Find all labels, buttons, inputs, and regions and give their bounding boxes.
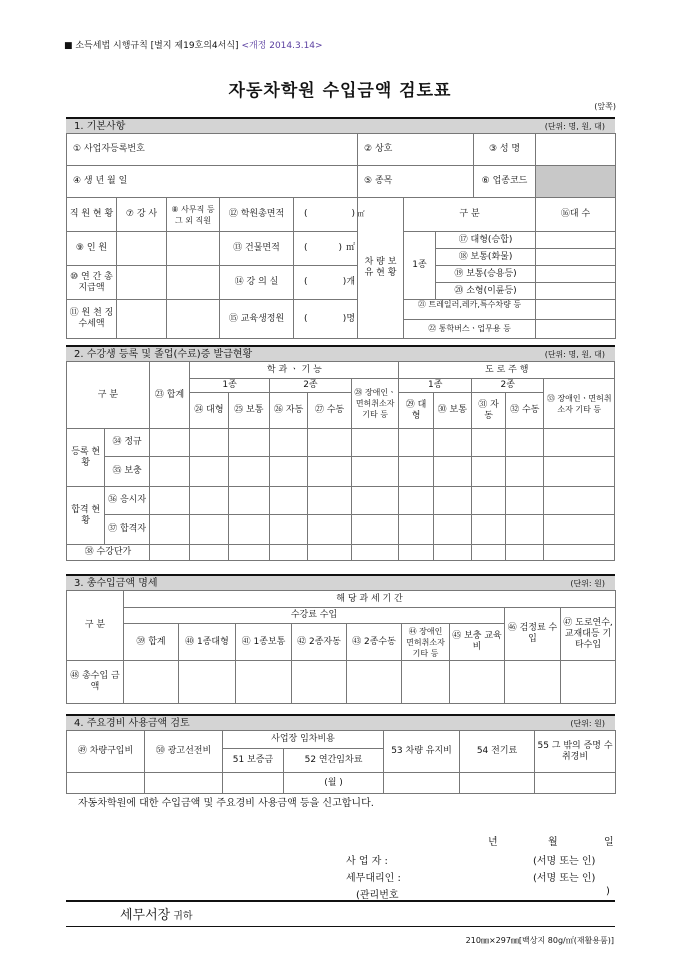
c48-label: ㊽ 총수입 금 액 — [67, 661, 124, 704]
c50-header: ㊿ 광고선전비 — [145, 731, 223, 773]
headcount-label: ⑨ 인 원 — [67, 232, 117, 266]
cell[interactable] — [351, 545, 399, 561]
c49-header: ㊾ 차량구입비 — [67, 731, 145, 773]
cell[interactable] — [506, 487, 544, 515]
cell[interactable] — [399, 429, 433, 457]
class2-types — [436, 266, 536, 300]
v17-count[interactable] — [536, 232, 615, 249]
training-capacity-label: ⑮ 교육생정원 — [220, 300, 294, 339]
cell[interactable] — [308, 545, 352, 561]
cell[interactable] — [190, 457, 228, 487]
section-1-unit: (단위: 명, 원, 대) — [544, 122, 605, 131]
headcount-office[interactable] — [167, 232, 220, 266]
r35-label: ㉟ 보충 — [105, 457, 150, 487]
name-value[interactable] — [536, 134, 616, 166]
cell[interactable] — [190, 429, 228, 457]
unit-person: 명 — [346, 313, 356, 324]
c53-header: 53 차량 유지비 — [384, 731, 460, 773]
section-3-unit: (단위: 원) — [570, 579, 605, 588]
table-row — [67, 487, 615, 515]
c55-header: 55 그 밖의 증명 수취경비 — [535, 731, 616, 773]
c31-header: ㉛ 자동 — [471, 393, 505, 429]
cell[interactable] — [402, 661, 450, 704]
legal-reference — [64, 38, 323, 51]
birth-field[interactable]: ④ 생 년 월 일 — [67, 166, 358, 198]
table-row — [67, 457, 615, 487]
vehicle-holdings-label: 차 량 보 유 현 황 — [358, 198, 404, 339]
c24-header: ㉔ 대형 — [190, 393, 228, 429]
c25-header: ㉕ 보통 — [228, 393, 269, 429]
cell[interactable] — [270, 515, 308, 545]
day-label: 일 — [604, 837, 614, 848]
table-row — [67, 545, 615, 561]
industry-code-label: ⑥ 업종코드 — [474, 166, 536, 198]
building-area-label: ⑬ 건물면적 — [220, 232, 294, 266]
mgmt-no-close: ) — [606, 886, 610, 897]
section-2-unit: (단위: 명, 원, 대) — [544, 350, 605, 359]
road-class2: 2종 — [471, 379, 544, 393]
withholding-office[interactable] — [167, 300, 220, 339]
agent-signature[interactable]: (서명 또는 인) — [533, 873, 596, 884]
cell[interactable] — [190, 515, 228, 545]
recipient-honorific: 귀하 — [173, 911, 193, 922]
special-counts[interactable] — [536, 300, 616, 339]
c40-header: ㊵ 1종대형 — [179, 624, 236, 661]
cell[interactable] — [544, 429, 615, 457]
cell[interactable] — [506, 515, 544, 545]
section-1-header — [66, 117, 615, 133]
cell[interactable] — [433, 487, 471, 515]
cell[interactable] — [384, 773, 460, 794]
v19-label: ⑲ 보통(승용등) — [436, 266, 535, 283]
pass-label: 합격 현황 — [67, 487, 105, 545]
table-row — [67, 429, 615, 457]
section-2-header — [66, 345, 615, 361]
close-paren: ) — [351, 209, 356, 219]
cell[interactable] — [535, 773, 616, 794]
table-row — [67, 515, 615, 545]
annual-pay-office[interactable] — [167, 266, 220, 300]
course-class1: 1종 — [190, 379, 270, 393]
cell[interactable] — [223, 773, 284, 794]
c27-header: ㉗ 수동 — [308, 393, 352, 429]
cell[interactable] — [544, 457, 615, 487]
expense-table — [66, 730, 616, 794]
cell[interactable] — [471, 515, 505, 545]
cell[interactable] — [471, 545, 505, 561]
cell[interactable] — [190, 487, 228, 515]
cell[interactable] — [399, 457, 433, 487]
cell[interactable] — [471, 487, 505, 515]
recipient-office: 세무서장 — [120, 908, 171, 923]
r34-label: ㉞ 정규 — [105, 429, 150, 457]
annual-pay-label: ⑩ 연 간 총지급액 — [67, 266, 117, 300]
section-4-unit: (단위: 원) — [570, 719, 605, 728]
road-header: 도 로 주 행 — [399, 362, 615, 379]
s2-total-header: ㉓ 합계 — [149, 362, 189, 429]
v19-count[interactable] — [536, 266, 615, 283]
c29-header: ㉙ 대형 — [399, 393, 433, 429]
table-row — [67, 773, 616, 794]
unit-ea: 개 — [346, 277, 356, 287]
c26-header: ㉖ 자동 — [270, 393, 308, 429]
cell[interactable] — [561, 661, 616, 704]
class1-counts[interactable] — [536, 232, 616, 266]
cell[interactable] — [308, 457, 352, 487]
c41-header: ㊶ 1종보통 — [236, 624, 292, 661]
cell[interactable] — [149, 515, 189, 545]
withholding-label: ⑪ 원 천 징수세액 — [67, 300, 117, 339]
v22-label: ㉒ 통학버스ㆍ업무용 등 — [428, 324, 511, 333]
r36-label: ㊱ 응시자 — [105, 487, 150, 515]
cell[interactable] — [228, 487, 269, 515]
withholding-instructor[interactable] — [117, 300, 167, 339]
cell[interactable] — [149, 429, 189, 457]
unit-m2: ㎡ — [346, 243, 356, 253]
area-value[interactable] — [294, 198, 365, 232]
lecture-rooms-label: ⑭ 강 의 실 — [220, 266, 294, 300]
income-table — [66, 590, 616, 704]
c51-header: 51 보증금 — [223, 749, 284, 773]
c43-header: ㊸ 2종수동 — [347, 624, 402, 661]
s3-type-header: 구 분 — [67, 591, 124, 661]
open-paren: ( — [304, 243, 308, 253]
instructor-label: ⑦ 강 사 — [117, 198, 167, 232]
section-4-header — [66, 714, 615, 730]
cell[interactable] — [124, 661, 179, 704]
class2-counts[interactable] — [536, 266, 616, 300]
section-2-title: 2. 수강생 등록 및 졸업(수료)증 발급현황 — [74, 349, 253, 360]
class1-label: 1종 — [404, 232, 436, 300]
cell[interactable] — [433, 515, 471, 545]
close-paren: ) — [342, 313, 347, 324]
cell[interactable] — [351, 457, 399, 487]
cell[interactable] — [351, 487, 399, 515]
cell[interactable] — [179, 661, 236, 704]
training-capacity-value[interactable] — [294, 300, 358, 339]
table-row — [67, 661, 616, 704]
c46-header: ㊻ 검정료 수 입 — [505, 608, 561, 661]
v22-count[interactable] — [536, 320, 615, 338]
annual-pay-instructor[interactable] — [117, 266, 167, 300]
mgmt-no-label: (관리번호 — [356, 890, 399, 901]
cell[interactable] — [228, 545, 269, 561]
c47-header: ㊼ 도로연수, 교재대등 기타수입 — [561, 608, 616, 661]
special-types — [404, 300, 536, 339]
student-table — [66, 361, 615, 561]
v20-label: ⑳ 소형(이륜등) — [454, 286, 517, 296]
name-label: ③ 성 명 — [474, 134, 536, 166]
section-3-header — [66, 574, 615, 590]
paper-spec: 210㎜×297㎜[백상지 80g/㎡(재활용품)] — [465, 936, 614, 945]
cell[interactable] — [308, 515, 352, 545]
v18-count[interactable] — [536, 249, 615, 265]
month-label: 월 — [548, 837, 558, 848]
agent-label: 세무대리인 : — [346, 873, 401, 884]
cell[interactable] — [308, 487, 352, 515]
cell[interactable] — [228, 457, 269, 487]
cell[interactable] — [228, 515, 269, 545]
bottom-divider — [66, 926, 615, 927]
cell[interactable] — [149, 545, 189, 561]
registration-label: 등록 현황 — [67, 429, 105, 487]
cell[interactable] — [292, 661, 347, 704]
r37-label: ㊲ 합격자 — [105, 515, 150, 545]
cell[interactable] — [433, 545, 471, 561]
cell[interactable] — [544, 545, 615, 561]
staff-label: 직 원 현 황 — [67, 198, 117, 232]
section-1-title: 1. 기본사항 — [74, 121, 126, 132]
c30-header: ㉚ 보통 — [433, 393, 471, 429]
cell[interactable] — [270, 545, 308, 561]
cell[interactable] — [433, 457, 471, 487]
cell[interactable] — [236, 661, 292, 704]
c33-header: ㉝ 장애인ㆍ면허취소자 기타 등 — [544, 379, 615, 429]
v18-label: ⑱ 보통(화물) — [458, 252, 513, 262]
cell[interactable] — [471, 429, 505, 457]
v21-count[interactable] — [536, 300, 615, 320]
c44-header: ㊹ 장애인 면허취소자 기타 등 — [402, 624, 450, 661]
office-staff-label: ⑧ 사무직 등 그 외 직원 — [167, 198, 220, 232]
s2-type-header: 구 분 — [67, 362, 150, 429]
lecture-rooms-value[interactable] — [294, 266, 358, 300]
cell[interactable] — [190, 545, 228, 561]
cell[interactable] — [308, 429, 352, 457]
cell[interactable] — [505, 661, 561, 704]
close-paren: ) — [342, 277, 347, 287]
taxpayer-label: 사 업 자 : — [346, 856, 388, 867]
declaration-text: 자동차학원에 대한 수입금액 및 주요경비 사용금액 등을 신고합니다. — [78, 798, 374, 809]
recipient — [120, 904, 193, 923]
form-title: 자동차학원 수입금액 검토표 — [228, 81, 452, 101]
c42-header: ㊷ 2종자동 — [292, 624, 347, 661]
cell[interactable] — [228, 429, 269, 457]
fee-income-header: 수강료 수입 — [124, 608, 505, 624]
cell[interactable] — [149, 487, 189, 515]
cell[interactable] — [399, 545, 433, 561]
c54-header: 54 전기료 — [460, 731, 535, 773]
headcount-instructor[interactable] — [117, 232, 167, 266]
cell[interactable] — [433, 429, 471, 457]
taxpayer-signature[interactable]: (서명 또는 인) — [533, 856, 596, 867]
cell[interactable] — [67, 773, 145, 794]
open-paren: ( — [304, 277, 308, 287]
cell[interactable] — [506, 545, 544, 561]
front-side-label: (앞쪽) — [594, 102, 616, 111]
building-area-value[interactable] — [294, 232, 358, 266]
cell[interactable] — [544, 515, 615, 545]
section-3-title: 3. 총수입금액 명세 — [74, 578, 158, 589]
cell[interactable] — [351, 429, 399, 457]
trade-name-field[interactable]: ② 상호 — [358, 134, 474, 166]
cell[interactable] — [347, 661, 402, 704]
cell[interactable] — [450, 661, 505, 704]
course-class2: 2종 — [270, 379, 352, 393]
road-class1: 1종 — [399, 379, 472, 393]
v17-label: ⑰ 대형(승합) — [436, 232, 535, 249]
item-field[interactable]: ⑤ 종목 — [358, 166, 474, 198]
biz-no-field[interactable]: ① 사업자등록번호 — [67, 134, 358, 166]
section-4-title: 4. 주요경비 사용금액 검토 — [74, 718, 190, 729]
legal-ref-text: ■ 소득세법 시행규칙 [별지 제19호의4서식] — [64, 41, 239, 51]
open-paren: ( — [304, 313, 308, 324]
close-paren: ) — [338, 243, 342, 253]
footer-divider — [66, 900, 615, 902]
c32-header: ㉜ 수동 — [506, 393, 544, 429]
cell[interactable] — [506, 429, 544, 457]
cell[interactable] — [399, 487, 433, 515]
cell[interactable] — [460, 773, 535, 794]
c45-header: ㊺ 보충 교육비 — [450, 624, 505, 661]
tax-period-header: 해 당 과 세 기 간 — [124, 591, 616, 608]
open-paren: ( — [304, 209, 308, 219]
c52-header: 52 연간임차료 — [284, 749, 384, 773]
cell[interactable] — [270, 487, 308, 515]
r38-label: ㊳ 수강단가 — [67, 545, 150, 561]
course-header: 학 과 ㆍ 기 능 — [190, 362, 399, 379]
v20-count[interactable] — [536, 283, 615, 299]
cell[interactable] — [270, 429, 308, 457]
year-label: 년 — [488, 837, 498, 848]
c39-header: ㊴ 합계 — [124, 624, 179, 661]
cell[interactable] — [506, 457, 544, 487]
c28-header: ㉘ 장애인ㆍ면허취소자 기타 등 — [351, 379, 399, 429]
basic-info-table — [66, 133, 616, 339]
class1-types — [436, 232, 536, 266]
cell[interactable] — [399, 515, 433, 545]
industry-code-value — [536, 166, 616, 198]
lease-header: 사업장 임차비용 — [223, 731, 384, 749]
cell[interactable] — [471, 457, 505, 487]
vehicle-type-header: 구 분 — [404, 198, 536, 232]
cell[interactable] — [145, 773, 223, 794]
revision-date: <개정 2014.3.14> — [241, 41, 323, 51]
area-label: ⑫ 학원총면적 — [220, 198, 294, 232]
cell[interactable] — [270, 457, 308, 487]
cell[interactable] — [351, 515, 399, 545]
annual-rent-months[interactable]: (월 ) — [284, 773, 384, 794]
vehicle-count-header: ⑯대 수 — [536, 198, 616, 232]
v21-label: ㉑ 트레일러,레카,특수차량 등 — [404, 300, 535, 320]
cell[interactable] — [544, 487, 615, 515]
cell[interactable] — [149, 457, 189, 487]
